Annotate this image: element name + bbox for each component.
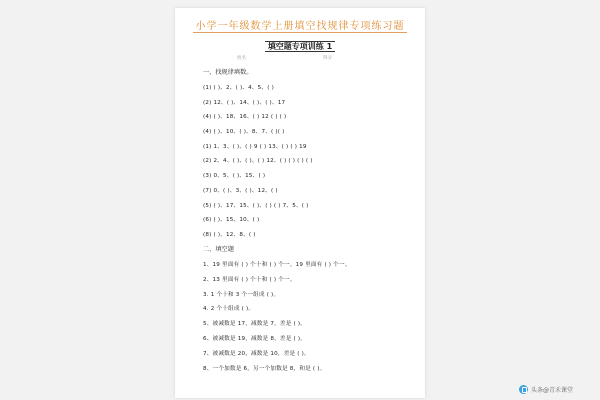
pattern-item: (3) 0、5、( )、15、( ) [203, 173, 266, 179]
fill-item: 7、被减数是 20，减数是 10，差是 ( )。 [203, 351, 310, 357]
pattern-item: (1) ( )、2、( )、4、5、( ) [203, 85, 274, 91]
pattern-item: (8) ( )、12、8、( ) [203, 232, 256, 238]
source-watermark [519, 385, 573, 394]
section-heading-fill: 二、填空题 [203, 246, 234, 253]
worksheet-subtitle [175, 41, 425, 52]
score-label: 得分 [323, 56, 332, 61]
fill-item: 1、19 里面有 ( ) 个十和 ( ) 个一。19 里面有 ( ) 个一。 [203, 262, 351, 268]
subtitle-text: 填空题专项训练 1 [265, 41, 335, 52]
pattern-item: (1) 1、3、( )、( ) 9 ( ) 13、( ) ( ) 19 [203, 144, 307, 150]
pattern-item: (7) 0、( )、3、( )、12、( ) [203, 188, 278, 194]
worksheet-page [175, 8, 425, 398]
section-heading-pattern: 一、找规律填数。 [203, 69, 253, 76]
fill-item: 2、13 里面有 ( ) 个十和 ( ) 个一。 [203, 277, 296, 283]
pattern-item: (2) 12、( )、14、( )、( )、17 [203, 100, 286, 106]
name-label: 姓名 [237, 56, 246, 61]
document-title: 小学一年级数学上册填空找规律专项练习题 [195, 21, 405, 32]
fill-item: 3. 1 个十和 3 个一组成 ( )。 [203, 292, 280, 298]
pattern-item: (5) ( )、17、15、( )、( ) ( ) 7、5、( ) [203, 203, 309, 209]
fill-item: 6、被减数是 19，减数是 8，差是 ( )。 [203, 336, 307, 342]
fill-item: 8、一个加数是 6，另一个加数是 8，和是 ( )。 [203, 366, 326, 372]
title-divider [193, 32, 407, 33]
pattern-item: (4) ( )、10、( )、8、7、( )( ) [203, 129, 285, 135]
source-text: 头条@青禾课堂 [530, 387, 573, 394]
pattern-item: (2) 2、4、( )、( )、( ) 12、( ) ( ) ( ) ( ) [203, 158, 313, 164]
fill-item: 4. 2 个十组成 ( )。 [203, 306, 255, 312]
toutiao-logo-icon [519, 385, 528, 394]
fill-item: 5、被减数是 17，减数是 7，差是 ( )。 [203, 321, 307, 327]
pattern-item: (6) ( )、15、10、( ) [203, 217, 260, 223]
pattern-item: (4) ( )、18、16、( ) 12 ( ) ( ) [203, 114, 287, 120]
